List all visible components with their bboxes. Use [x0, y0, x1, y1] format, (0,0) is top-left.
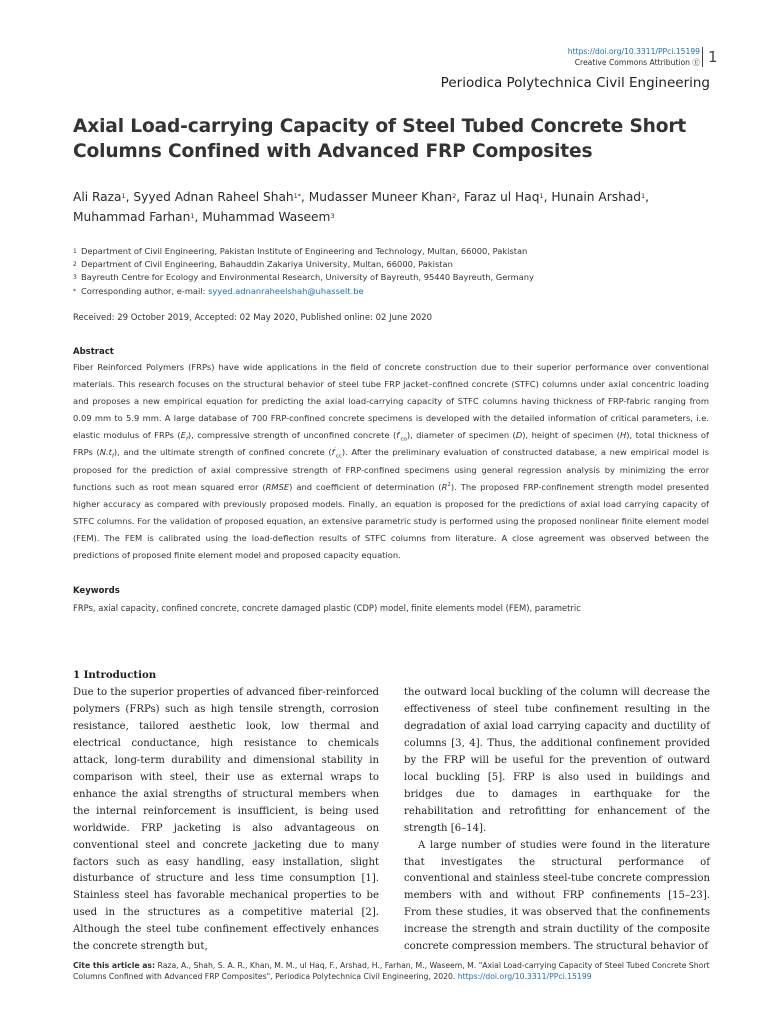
author: Faraz ul Haq$^1$: [463, 190, 544, 204]
license-text: Creative Commons Attribution Ⓔ: [574, 57, 700, 67]
section-heading-introduction: 1 Introduction: [73, 669, 157, 681]
affiliation-2: 2 Department of Civil Engineering, Bahauddin Zakariya University, Multan, 66000, Pakistan: [73, 259, 453, 270]
journal-name: Periodica Polytechnica Civil Engineering: [440, 75, 710, 91]
affiliation-3: 3 Bayreuth Centre for Ecology and Environmental Research, University of Bayreuth, 95440 Bayreuth, Germany: [73, 272, 534, 283]
doi-block: [568, 47, 700, 68]
intro-paragraph-1: Due to the superior properties of advanced fiber-reinforced polymers (FRPs) such as high tensile strength, corrosion resistance, tailored aesthetic look, low thermal and electrical conductance, high resistance to chemicals attack, long-term durability and dimensional stability in comparison with steel, their use as external wraps to enhance the axial strengths of structural members when the internal reinforcement is insufficient, is being used worldwide. FRP jacketing is also advantageous on conventional steel and concrete jacketing due to many factors such as easy handling, easy installation, slight disturbance of structure and less time consumption [1]. Stainless steel has favorable mechanical properties to be used in the structures as a competitive material [2]. Although the steel tube confinement effectively enhances the concrete strength but,: [73, 687, 379, 953]
email-link[interactable]: syyed.adnanraheelshah@uhasselt.be: [208, 285, 364, 296]
corresponding-author: * Corresponding author, e-mail: syyed.adnanraheelshah@uhasselt.be: [73, 285, 364, 296]
keywords-text: FRPs, axial capacity, confined concrete, concrete damaged plastic (CDP) model, finite elements model (FEM), parametric: [73, 603, 581, 613]
intro-left-column: [73, 685, 379, 956]
abstract-heading: Abstract: [73, 347, 114, 357]
keywords-heading: Keywords: [73, 586, 120, 596]
author-list: Ali Raza$^1$, Syyed Adnan Raheel Shah$^{1*}$, Mudasser Muneer Khan$^2$, Faraz ul Haq$^1$, Hunain Arshad$^1$, Muhammad Farhan$^1$, Muhammad Waseem$^3$: [73, 190, 650, 224]
doi-link[interactable]: https://doi.org/10.3311/PPci.15199: [567, 47, 700, 56]
intro-right-column: [404, 685, 710, 956]
citation-block: Cite this article as: Raza, A., Shah, S. A. R., Khan, M. M., ul Haq, F., Arshad, H., Farhan, M., Waseem, M. "Axial Load-carrying Capacity of Steel Tubed Concrete Short Columns Confined with Advanced FRP Composites", Periodica Polytechnica Civil Engineering, 2020. https://doi.org/10.3311/PPci.15199: [73, 961, 710, 982]
publication-dates: Received: 29 October 2019, Accepted: 02 May 2020, Published online: 02 June 2020: [73, 313, 432, 323]
author: Hunain Arshad$^1$: [551, 190, 646, 204]
paper-title: Axial Load-carrying Capacity of Steel Tubed Concrete Short Columns Confined with Advanced FRP Composites: [73, 116, 687, 162]
author: Muhammad Waseem$^3$: [202, 209, 335, 224]
author: Syyed Adnan Raheel Shah$^{1*}$: [133, 190, 302, 204]
page-number: 1: [702, 47, 718, 67]
citation-doi-link[interactable]: https://doi.org/10.3311/PPci.15199: [457, 972, 592, 982]
author: Muhammad Farhan$^1$: [73, 209, 195, 224]
intro-paragraph-2: A large number of studies were found in the literature that investigates the structural performance of conventional and stainless steel-tube concrete compression members with and without FRP confinements [15–23]. From these studies, it was observed that the confinements increase the strength and strain ductility of the composite concrete compression members. The structural behavior of: [404, 839, 710, 953]
author: Mudasser Muneer Khan$^2$: [308, 190, 457, 204]
author: Ali Raza$^1$: [73, 190, 126, 204]
abstract-text: Fiber Reinforced Polymers (FRPs) have wide applications in the field of concrete construction due to their superior performance over conventional materials. This research focuses on the structural behavior of steel tube FRP jacket–confined concrete (STFC) columns under axial concentric loading and proposes a new empirical equation for predicting the axial load-carrying capacity of STFC columns having thickness of FRP-fabric ranging from 0.09 mm to 5.9 mm. A large database of 700 FRP-confined concrete specimens is developed with the detailed information of critical parameters, i.e. elastic modulus of FRPs $(E_f)$, compressive strength of unconfined concrete $(f'_{co})$, diameter of specimen (D), height of specimen (H), total thickness of FRPs $(N.t_f)$, and the ultimate strength of confined concrete $(f'_{cc})$. After the preliminary evaluation of constructed database, a new empirical model is proposed for the prediction of axial compressive strength of FRP-confined specimens using general regression analysis by minimizing the error functions such as root mean squared error (RMSE) and coefficient of determination $(R^2)$. The proposed FRP-confinement strength model presented higher accuracy as compared with previously proposed models. Finally, an equation is proposed for the predictions of axial load carrying capacity of STFC columns. For the validation of proposed equation, an extensive parametric study is performed using the proposed nonlinear finite element model (FEM). The FEM is calibrated using the load-deflection results of STFC columns from literature. A close agreement was observed between the predictions of proposed finite element model and proposed capacity equation.: [73, 362, 709, 561]
intro-paragraph-continued: the outward local buckling of the column will decrease the effectiveness of steel tube confinement resulting in the degradation of axial load carrying capacity and ductility of columns [3, 4]. Thus, the additional confinement provided by the FRP will be useful for the prevention of outward local buckling [5]. FRP is also used in buildings and bridges due to damages in earthquake for the rehabilitation and retrofitting for enhancement of the strength [6–14].: [404, 687, 710, 834]
affiliation-1: 1 Department of Civil Engineering, Pakistan Institute of Engineering and Technology, Multan, 66000, Pakistan: [73, 246, 528, 256]
affiliations: [73, 245, 713, 298]
